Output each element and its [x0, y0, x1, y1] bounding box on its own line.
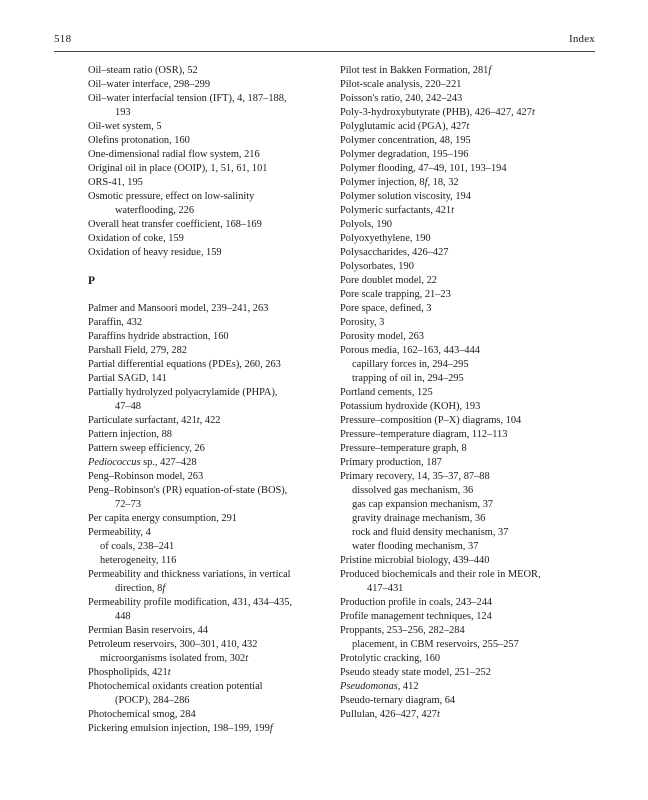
index-entry: microorganisms isolated from, 302t: [100, 653, 249, 664]
index-entry: Pattern sweep efficiency, 26: [88, 443, 205, 454]
index-entry: Palmer and Mansoori model, 239–241, 263: [88, 303, 269, 314]
index-entry: Polymer concentration, 48, 195: [340, 135, 471, 146]
index-entry: capillary forces in, 294–295: [352, 359, 469, 370]
index-entry: Porous media, 162–163, 443–444: [340, 345, 480, 356]
index-entry: Pore space, defined, 3: [340, 303, 432, 314]
index-entry: Polymer injection, 8f, 18, 32: [340, 177, 459, 188]
index-entry: Polymer flooding, 47–49, 101, 193–194: [340, 163, 507, 174]
index-entry: Pressure–composition (P–X) diagrams, 104: [340, 415, 522, 426]
index-entry: gravity drainage mechanism, 36: [352, 513, 486, 524]
index-entry: Pattern injection, 88: [88, 429, 172, 440]
index-entry: rock and fluid density mechanism, 37: [352, 527, 509, 538]
index-entry: water flooding mechanism, 37: [352, 541, 479, 552]
index-entry: Paraffin, 432: [88, 317, 143, 328]
index-entry: Oxidation of coke, 159: [88, 233, 184, 244]
index-entry: Permeability profile modification, 431, 434–435,: [88, 597, 293, 608]
running-header: [54, 33, 595, 52]
index-entry: Pore scale trapping, 21–23: [340, 289, 451, 300]
index-entry: heterogeneity, 116: [100, 555, 177, 566]
index-entry: Olefins protonation, 160: [88, 135, 190, 146]
index-entry: Pilot-scale analysis, 220–221: [340, 79, 462, 90]
index-entry: Oil–water interfacial tension (IFT), 4, 187–188,: [88, 93, 287, 104]
index-entry: Porosity model, 263: [340, 331, 424, 342]
index-entry: Polyols, 190: [340, 219, 392, 230]
index-entry: Pseudo-ternary diagram, 64: [340, 695, 456, 706]
index-entry: Poly-3-hydroxybutyrate (PHB), 426–427, 427t: [340, 107, 535, 118]
index-entry: Poisson's ratio, 240, 242–243: [340, 93, 463, 104]
section-heading: P: [88, 275, 96, 287]
index-entry: Permeability, 4: [88, 527, 151, 538]
index-entry: Polyoxyethylene, 190: [340, 233, 431, 244]
index-columns: [88, 64, 578, 736]
index-entry: Primary production, 187: [340, 457, 442, 468]
index-entry: of coals, 238–241: [100, 541, 175, 552]
index-entry: Polymer solution viscosity, 194: [340, 191, 471, 202]
index-entry: gas cap expansion mechanism, 37: [352, 499, 494, 510]
index-entry: Polymeric surfactants, 421t: [340, 205, 454, 216]
index-entry: Photochemical smog, 284: [88, 709, 196, 720]
index-entry: Oil-wet system, 5: [88, 121, 162, 132]
index-column-left: [88, 64, 326, 736]
index-entry: (POCP), 284–286: [115, 695, 190, 706]
index-entry: Production profile in coals, 243–244: [340, 597, 493, 608]
index-entry: Peng–Robinson's (PR) equation-of-state (BOS),: [88, 485, 288, 496]
index-entry: Partially hydrolyzed polyacrylamide (PHPA),: [88, 387, 278, 398]
index-entry: Polymer degradation, 195–196: [340, 149, 469, 160]
index-entry: 47–48: [115, 401, 141, 412]
index-entry: Petroleum reservoirs, 300–301, 410, 432: [88, 639, 258, 650]
running-head-title: Index: [568, 33, 595, 45]
index-entry: Peng–Robinson model, 263: [88, 471, 204, 482]
index-entry: Polyglutamic acid (PGA), 427t: [340, 121, 470, 132]
index-entry: Partial SAGD, 141: [88, 373, 167, 384]
index-entry: Pickering emulsion injection, 198–199, 199f: [88, 723, 273, 734]
index-entry: Particulate surfactant, 421t, 422: [88, 415, 221, 426]
index-entry: Oil–steam ratio (OSR), 52: [88, 65, 198, 76]
index-entry: 72–73: [115, 499, 141, 510]
index-entry: placement, in CBM reservoirs, 255–257: [352, 639, 519, 650]
index-entry: Polysorbates, 190: [340, 261, 414, 272]
index-entry: One-dimensional radial flow system, 216: [88, 149, 260, 160]
index-entry: Pressure–temperature diagram, 112–113: [340, 429, 508, 440]
index-entry: Porosity, 3: [340, 317, 385, 328]
index-entry: 448: [115, 611, 131, 622]
index-entry: dissolved gas mechanism, 36: [352, 485, 474, 496]
index-entry: Permian Basin reservoirs, 44: [88, 625, 209, 636]
index-entry: Osmotic pressure, effect on low-salinity: [88, 191, 255, 202]
index-entry: Pseudo steady state model, 251–252: [340, 667, 491, 678]
index-entry: Polysaccharides, 426–427: [340, 247, 449, 258]
index-entry: Profile management techniques, 124: [340, 611, 492, 622]
index-entry: Partial differential equations (PDEs), 260, 263: [88, 359, 281, 370]
index-entry: Permeability and thickness variations, in vertical: [88, 569, 291, 580]
index-entry: Pilot test in Bakken Formation, 281f: [340, 65, 492, 76]
page-number: 518: [54, 33, 72, 45]
index-entry: waterflooding, 226: [115, 205, 195, 216]
index-entry: direction, 8f: [115, 583, 166, 594]
index-entry: Parshall Field, 279, 282: [88, 345, 187, 356]
index-entry: Proppants, 253–256, 282–284: [340, 625, 465, 636]
index-entry: Phospholipids, 421t: [88, 667, 171, 678]
index-entry: trapping of oil in, 294–295: [352, 373, 464, 384]
index-entry: Oxidation of heavy residue, 159: [88, 247, 222, 258]
index-entry: Pediococcus sp., 427–428: [88, 457, 197, 468]
index-entry: 417–431: [367, 583, 404, 594]
index-entry: Paraffins hydride abstraction, 160: [88, 331, 229, 342]
index-entry: Produced biochemicals and their role in MEOR,: [340, 569, 541, 580]
index-entry: Primary recovery, 14, 35–37, 87–88: [340, 471, 490, 482]
index-entry: Potassium hydroxide (KOH), 193: [340, 401, 481, 412]
index-entry: 193: [115, 107, 131, 118]
index-entry: Pseudomonas, 412: [340, 681, 419, 692]
index-entry: Protolytic cracking, 160: [340, 653, 441, 664]
index-entry: Original oil in place (OOIP), 1, 51, 61, 101: [88, 163, 268, 174]
index-entry: Pressure–temperature graph, 8: [340, 443, 467, 454]
index-entry: Oil–water interface, 298–299: [88, 79, 211, 90]
index-entry: Pristine microbial biology, 439–440: [340, 555, 490, 566]
index-entry: Overall heat transfer coefficient, 168–169: [88, 219, 262, 230]
index-entry: Per capita energy consumption, 291: [88, 513, 237, 524]
index-entry: ORS-41, 195: [88, 177, 143, 188]
index-entry: Pore doublet model, 22: [340, 275, 437, 286]
index-column-right: [340, 64, 578, 736]
index-entry: Pullulan, 426–427, 427t: [340, 709, 440, 720]
index-entry: Portland cements, 125: [340, 387, 433, 398]
index-entry: Photochemical oxidants creation potential: [88, 681, 263, 692]
